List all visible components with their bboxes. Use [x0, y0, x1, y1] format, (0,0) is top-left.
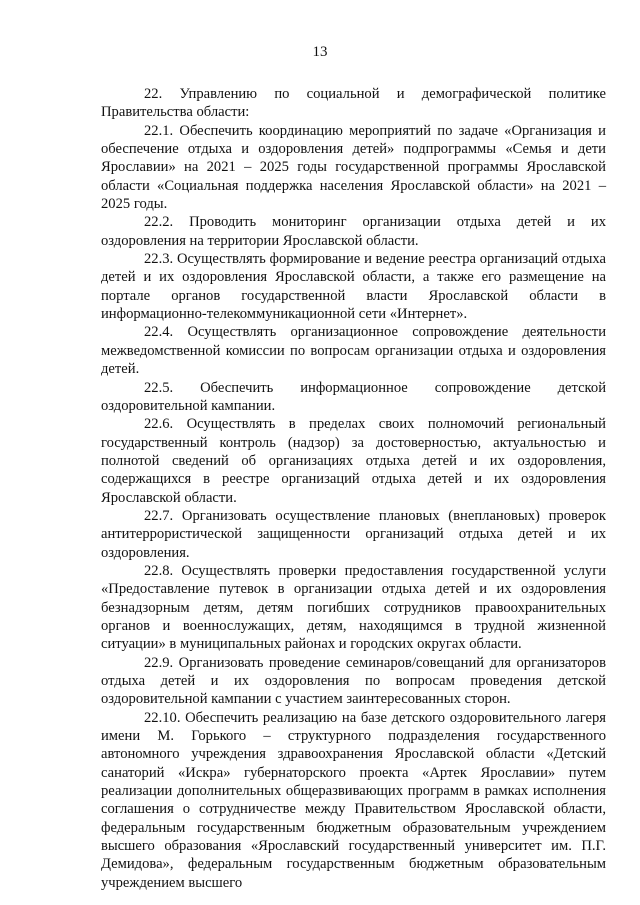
document-body [101, 85, 606, 892]
paragraph-22-2: 22.2. Проводить мониторинг организации отдыха детей и их оздоровления на территории Ярославской области. [101, 214, 606, 249]
paragraph-22-4: 22.4. Осуществлять организационное сопровождение деятельности межведомственной комиссии по вопросам организации отдыха и оздоровления детей. [101, 324, 606, 378]
paragraph-22-7: 22.7. Организовать осуществление плановых (внеплановых) проверок антитеррористической защищенности организаций отдыха детей и их оздоровления. [101, 507, 606, 561]
page-number: 13 [312, 44, 328, 60]
paragraph-22-3: 22.3. Осуществлять формирование и ведение реестра организаций отдыха детей и их оздоровления Ярославской области, а также его размещение на портале органов государственной власти Ярославской области в информационно-телекоммуникационной сети «Интернет». [101, 251, 606, 323]
paragraph-22-10: 22.10. Обеспечить реализацию на базе детского оздоровительного лагеря имени М. Горького – структурного подразделения государственного автономного учреждения здравоохранения Ярославской области «Детский санаторий «Искра» губернаторского проекта «Артек Ярославии» путем реализации дополнительных общеразвивающих программ в рамках исполнения соглашения о сотрудничестве между Правительством Ярославской области, федеральным государственным бюджетным образовательным учреждением высшего образования «Ярославский государственный университет им. П.Г. Демидова», федеральным государственным бюджетным образовательным учреждением высшего [101, 709, 606, 891]
paragraph-22-8: 22.8. Осуществлять проверки предоставления государственной услуги «Предоставление путевок в организации отдыха детей и их оздоровления безнадзорным детям, детям погибших сотрудников правоохранительных органов и военнослужащих, детям, находящимся в трудной жизненной ситуации» в муниципальных районах и городских округах области. [101, 562, 606, 653]
paragraph-22-6: 22.6. Осуществлять в пределах своих полномочий региональный государственный контроль (надзор) за достоверностью, актуальностью и полнотой сведений об организациях отдыха детей и их оздоровления, содержащихся в реестре организаций отдыха детей и их оздоровления Ярославской области. [101, 416, 606, 506]
paragraph-22-1: 22.1. Обеспечить координацию мероприятий по задаче «Организация и обеспечение отдыха и оздоровления детей» подпрограммы «Семья и дети Ярославии» на 2021 – 2025 годы государственной программы Ярославской области «Социальная поддержка населения Ярославской области» на 2021 – 2025 годы. [101, 122, 606, 213]
paragraph-22-9: 22.9. Организовать проведение семинаров/совещаний для организаторов отдыха детей и их оздоровления по вопросам проведения детской оздоровительной кампании с участием заинтересованных сторон. [101, 654, 606, 708]
paragraph-22-5: 22.5. Обеспечить информационное сопровождение детской оздоровительной кампании. [101, 379, 606, 414]
paragraph-22: 22. Управлению по социальной и демографической политике Правительства области: [101, 86, 606, 121]
